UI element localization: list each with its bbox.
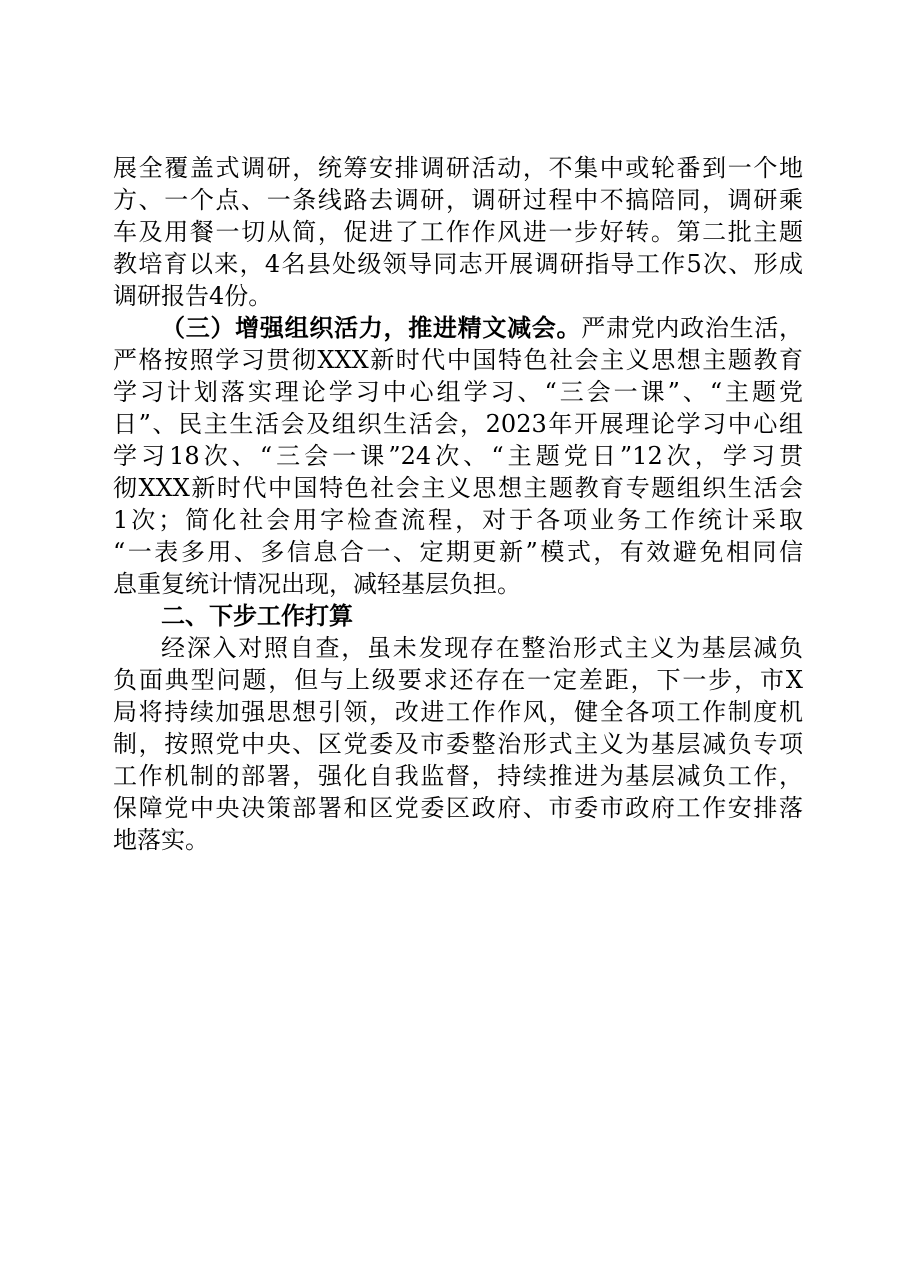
- text-line: 教培育以来，4名县处级领导同志开展调研指导工作5次、形成: [113, 250, 803, 278]
- text-line: 方、一个点、一条线路去调研，调研过程中不搞陪同，调研乘: [113, 186, 803, 214]
- document-body: [113, 152, 803, 856]
- text-line: 彻XXX新时代中国特色社会主义思想主题教育专题组织生活会: [113, 474, 803, 502]
- text-line: 负面典型问题，但与上级要求还存在一定差距，下一步，市X: [113, 666, 803, 694]
- paragraph-first-line: [113, 312, 803, 344]
- text-line: 车及用餐一切从简，促进了工作作风进一步好转。第二批主题: [113, 218, 803, 246]
- section-heading: 二、下步工作打算: [161, 602, 353, 630]
- text-line: 调研报告4份。: [113, 282, 273, 310]
- section-next-steps: [113, 600, 803, 632]
- text-line: 学习计划落实理论学习中心组学习、“三会一课”、“主题党: [113, 378, 803, 406]
- text-line: 展全覆盖式调研，统筹安排调研活动，不集中或轮番到一个地: [113, 154, 803, 182]
- text-line: 1次；简化社会用字检查流程，对于各项业务工作统计采取: [113, 506, 803, 534]
- paragraph-first-line: 经深入对照自查，虽未发现存在整治形式主义为基层减负: [161, 634, 803, 662]
- subsection-heading: （三）增强组织活力，推进精文减会。: [161, 313, 582, 342]
- paragraph-research: [113, 152, 803, 312]
- paragraph-plan: [113, 632, 803, 856]
- text-line: 保障党中央决策部署和区党委区政府、市委市政府工作安排落: [113, 794, 803, 822]
- text-line: “一表多用、多信息合一、定期更新”模式，有效避免相同信: [113, 538, 803, 566]
- text-line: 局将持续加强思想引领，改进工作作风，健全各项工作制度机: [113, 698, 803, 726]
- text-line: 地落实。: [113, 826, 209, 854]
- text-line: 制，按照党中央、区党委及市委整治形式主义为基层减负专项: [113, 730, 803, 758]
- text-line: 学习18次、“三会一课”24次、“主题党日”12次，学习贯: [113, 442, 803, 470]
- text-line: 息重复统计情况出现，减轻基层负担。: [113, 570, 521, 598]
- text-line: 日”、民主生活会及组织生活会，2023年开展理论学习中心组: [113, 410, 803, 438]
- text-segment: 严肃党内政治生活，: [581, 314, 804, 342]
- text-line: 严格按照学习贯彻XXX新时代中国特色社会主义思想主题教育: [113, 346, 803, 374]
- text-line: 工作机制的部署，强化自我监督，持续推进为基层减负工作，: [113, 762, 803, 790]
- paragraph-organization: [113, 312, 803, 600]
